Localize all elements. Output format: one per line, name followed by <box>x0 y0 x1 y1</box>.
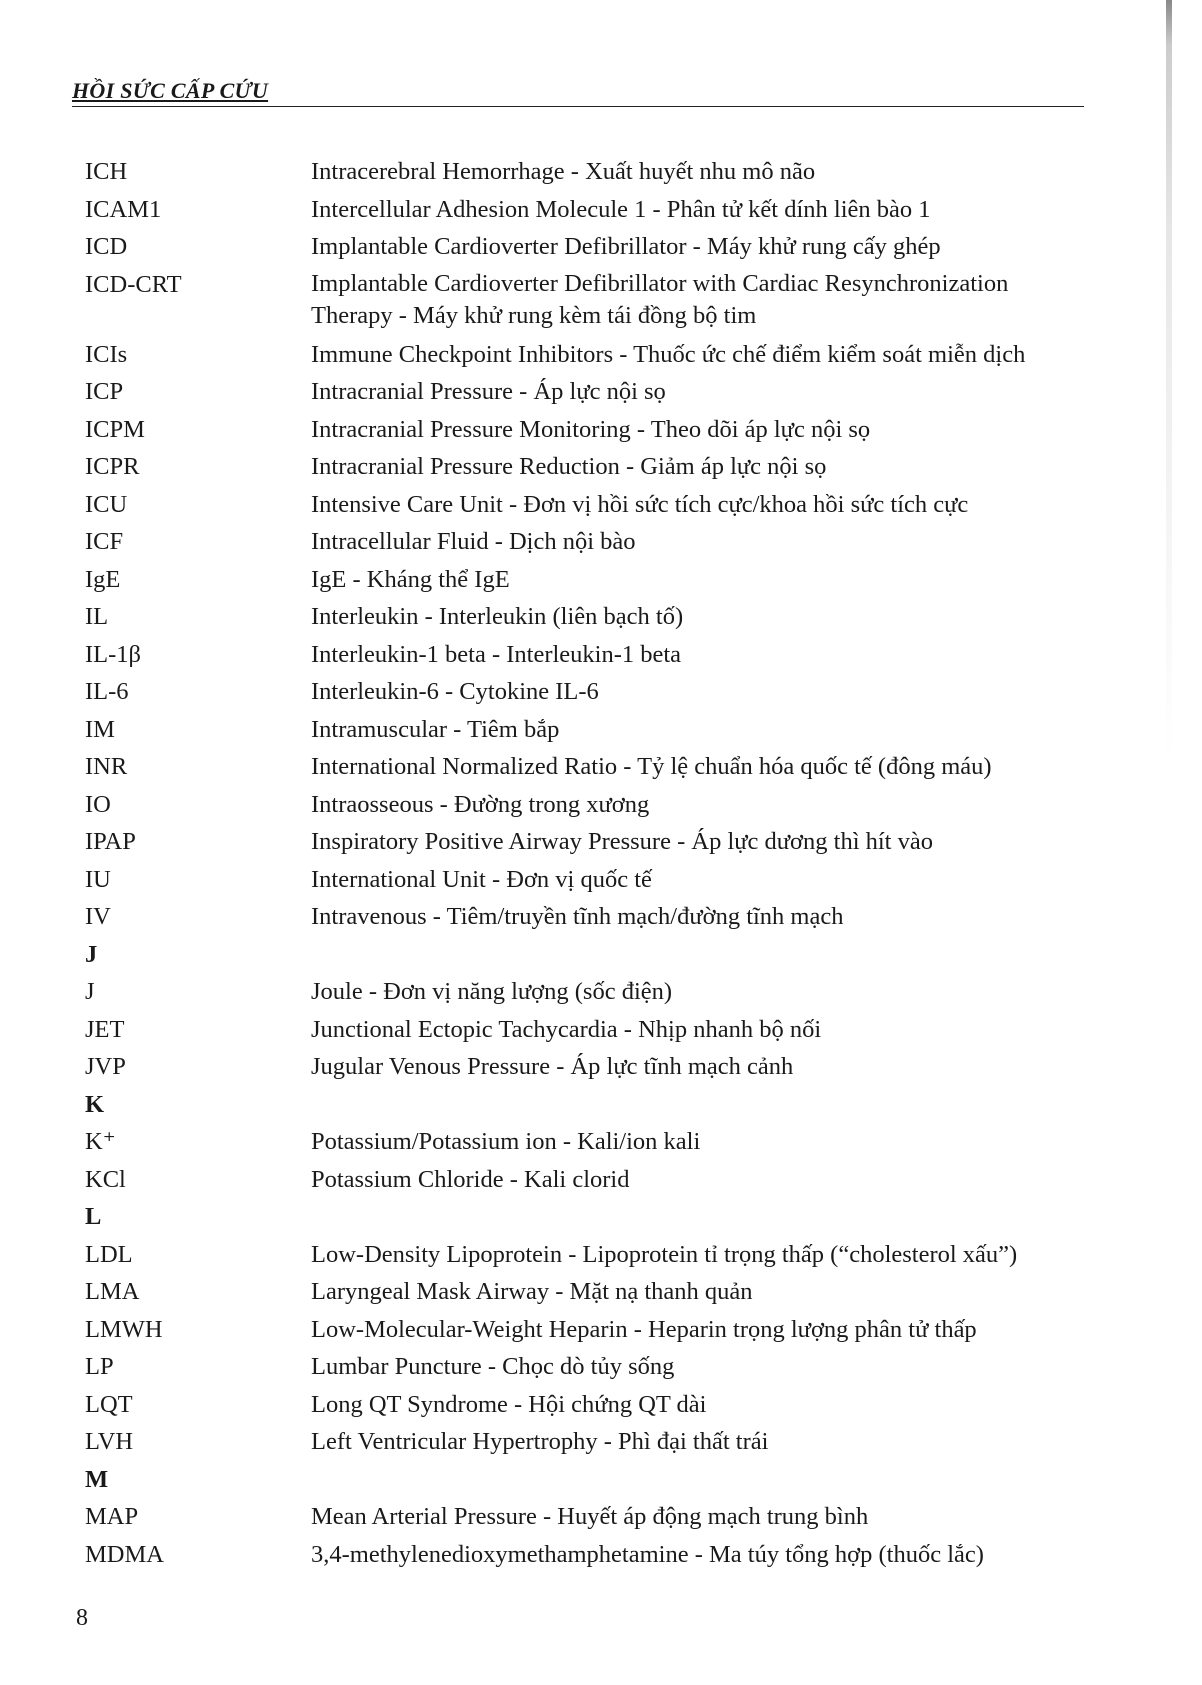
abbreviation-row <box>85 266 1095 336</box>
scan-edge-shadow <box>1166 0 1172 760</box>
abbreviation: ICPR <box>85 453 140 480</box>
abbreviation-row <box>85 336 1095 374</box>
definition: Interleukin-1 beta - Interleukin-1 beta <box>311 640 682 668</box>
definition: Potassium/Potassium ion - Kali/ion kali <box>311 1128 701 1155</box>
abbreviation-row <box>85 711 1095 749</box>
abbreviation: IL-6 <box>85 678 129 705</box>
abbreviation: LQT <box>85 1390 133 1418</box>
page-number: 8 <box>76 1605 88 1631</box>
abbreviation: IPAP <box>85 828 136 855</box>
abbreviation-row <box>85 748 1095 786</box>
definition: Long QT Syndrome - Hội chứng QT dài <box>311 1390 707 1418</box>
section-letter: M <box>85 1465 109 1493</box>
abbreviation: MDMA <box>85 1540 164 1568</box>
definition: Intracranial Pressure - Áp lực nội sọ <box>311 378 666 405</box>
abbreviation: LMA <box>85 1278 140 1305</box>
definition: Potassium Chloride - Kali clorid <box>311 1165 630 1193</box>
definition: Lumbar Puncture - Chọc dò tủy sống <box>311 1353 675 1380</box>
abbreviation-row <box>85 1011 1095 1049</box>
abbreviation: KCl <box>85 1165 126 1193</box>
abbreviation-row <box>85 1498 1095 1536</box>
definition <box>311 936 1095 974</box>
definition: Low-Density Lipoprotein - Lipoprotein tỉ trọng thấp (“cholesterol xấu”) <box>311 1240 1018 1268</box>
definition: Intracellular Fluid - Dịch nội bào <box>311 528 636 555</box>
abbreviation: ICIs <box>85 340 128 368</box>
abbreviation-row <box>85 1123 1095 1161</box>
abbreviation: LP <box>85 1353 114 1380</box>
definition: Implantable Cardioverter Defibrillator - Máy khử rung cấy ghép <box>311 233 941 260</box>
abbreviation: LVH <box>85 1428 134 1455</box>
definition: Low-Molecular-Weight Heparin - Heparin trọng lượng phân tử thấp <box>311 1315 977 1343</box>
abbreviation-row <box>85 486 1095 524</box>
abbreviation-row <box>85 1536 1095 1574</box>
abbreviation: ICU <box>85 490 128 518</box>
abbreviation: ICP <box>85 378 124 405</box>
abbreviation-row <box>85 448 1095 486</box>
abbreviation-row <box>85 191 1095 229</box>
abbreviation: MAP <box>85 1503 139 1530</box>
abbreviation: ICH <box>85 158 128 185</box>
definition: Intramuscular - Tiêm bắp <box>311 715 560 743</box>
abbreviation-row <box>85 898 1095 936</box>
abbreviation-row <box>85 561 1095 599</box>
abbreviation-row <box>85 973 1095 1011</box>
definition <box>311 1461 1095 1499</box>
abbreviation: IO <box>85 790 111 818</box>
section-heading-row <box>85 1461 1095 1499</box>
abbreviation: IM <box>85 715 115 743</box>
section-heading-row <box>85 1086 1095 1124</box>
definition: Intracranial Pressure Reduction - Giảm áp lực nội sọ <box>311 453 827 480</box>
abbreviation: ICD-CRT <box>85 270 182 298</box>
definition <box>311 1086 1095 1124</box>
abbreviation-list <box>85 153 1095 1573</box>
abbreviation: IL <box>85 603 109 630</box>
abbreviation: ICAM1 <box>85 195 162 223</box>
abbreviation-row <box>85 1273 1095 1311</box>
abbreviation: ICF <box>85 528 124 555</box>
definition: IgE - Kháng thể IgE <box>311 565 510 593</box>
abbreviation-row <box>85 1386 1095 1424</box>
abbreviation-row <box>85 1161 1095 1199</box>
abbreviation-row <box>85 823 1095 861</box>
abbreviation: LMWH <box>85 1315 163 1343</box>
definition: Intracranial Pressure Monitoring - Theo dõi áp lực nội sọ <box>311 415 871 443</box>
abbreviation: INR <box>85 753 128 780</box>
abbreviation-row <box>85 411 1095 449</box>
abbreviation-row <box>85 373 1095 411</box>
definition: Inspiratory Positive Airway Pressure - Áp lực dương thì hít vào <box>311 828 933 855</box>
section-letter: L <box>85 1203 102 1230</box>
abbreviation: IgE <box>85 565 121 593</box>
definition: 3,4-methylenedioxymethamphetamine - Ma túy tổng hợp (thuốc lắc) <box>311 1540 984 1568</box>
abbreviation: ICD <box>85 233 128 260</box>
section-letter: K <box>85 1090 105 1118</box>
section-heading-row <box>85 1198 1095 1236</box>
definition: International Unit - Đơn vị quốc tế <box>311 865 652 893</box>
definition: Immune Checkpoint Inhibitors - Thuốc ức chế điểm kiểm soát miễn dịch <box>311 340 1026 368</box>
definition: Implantable Cardioverter Defibrillator with Cardiac Resynchronization Therapy - Máy khử rung kèm tái đồng bộ tim <box>311 269 1009 329</box>
abbreviation-row <box>85 1348 1095 1386</box>
abbreviation: K⁺ <box>85 1128 116 1155</box>
section-letter: J <box>85 940 98 968</box>
definition: Intercellular Adhesion Molecule 1 - Phân tử kết dính liên bào 1 <box>311 195 931 223</box>
abbreviation: IV <box>85 903 111 930</box>
abbreviation-row <box>85 1048 1095 1086</box>
definition: Intraosseous - Đường trong xương <box>311 790 650 818</box>
definition: Mean Arterial Pressure - Huyết áp động mạch trung bình <box>311 1503 869 1530</box>
abbreviation-row <box>85 228 1095 266</box>
definition: Intravenous - Tiêm/truyền tĩnh mạch/đường tĩnh mạch <box>311 903 844 930</box>
definition <box>311 1198 1095 1236</box>
running-header <box>72 78 1084 107</box>
abbreviation-row <box>85 1423 1095 1461</box>
section-heading-row <box>85 936 1095 974</box>
definition: International Normalized Ratio - Tỷ lệ chuẩn hóa quốc tế (đông máu) <box>311 753 992 780</box>
definition: Intensive Care Unit - Đơn vị hồi sức tích cực/khoa hồi sức tích cực <box>311 490 969 518</box>
definition: Jugular Venous Pressure - Áp lực tĩnh mạch cảnh <box>311 1053 794 1080</box>
abbreviation: J <box>85 978 95 1005</box>
abbreviation-row <box>85 786 1095 824</box>
abbreviation-row <box>85 1236 1095 1274</box>
abbreviation: LDL <box>85 1240 133 1268</box>
abbreviation-row <box>85 673 1095 711</box>
definition: Interleukin-6 - Cytokine IL-6 <box>311 678 599 705</box>
abbreviation: IL-1β <box>85 640 141 668</box>
abbreviation: ICPM <box>85 415 145 443</box>
definition: Laryngeal Mask Airway - Mặt nạ thanh quản <box>311 1278 753 1305</box>
header-title: HỒI SỨC CẤP CỨU <box>72 78 269 103</box>
abbreviation-row <box>85 153 1095 191</box>
abbreviation-row <box>85 636 1095 674</box>
abbreviation-row <box>85 861 1095 899</box>
definition: Left Ventricular Hypertrophy - Phì đại thất trái <box>311 1428 769 1455</box>
definition: Interleukin - Interleukin (liên bạch tố) <box>311 603 684 630</box>
definition: Junctional Ectopic Tachycardia - Nhịp nhanh bộ nối <box>311 1015 822 1043</box>
abbreviation-row <box>85 523 1095 561</box>
abbreviation: JET <box>85 1015 125 1043</box>
abbreviation: IU <box>85 865 111 893</box>
abbreviation: JVP <box>85 1053 126 1080</box>
definition: Intracerebral Hemorrhage - Xuất huyết nhu mô não <box>311 158 816 185</box>
abbreviation-row <box>85 598 1095 636</box>
abbreviation-row <box>85 1311 1095 1349</box>
definition: Joule - Đơn vị năng lượng (sốc điện) <box>311 978 673 1005</box>
